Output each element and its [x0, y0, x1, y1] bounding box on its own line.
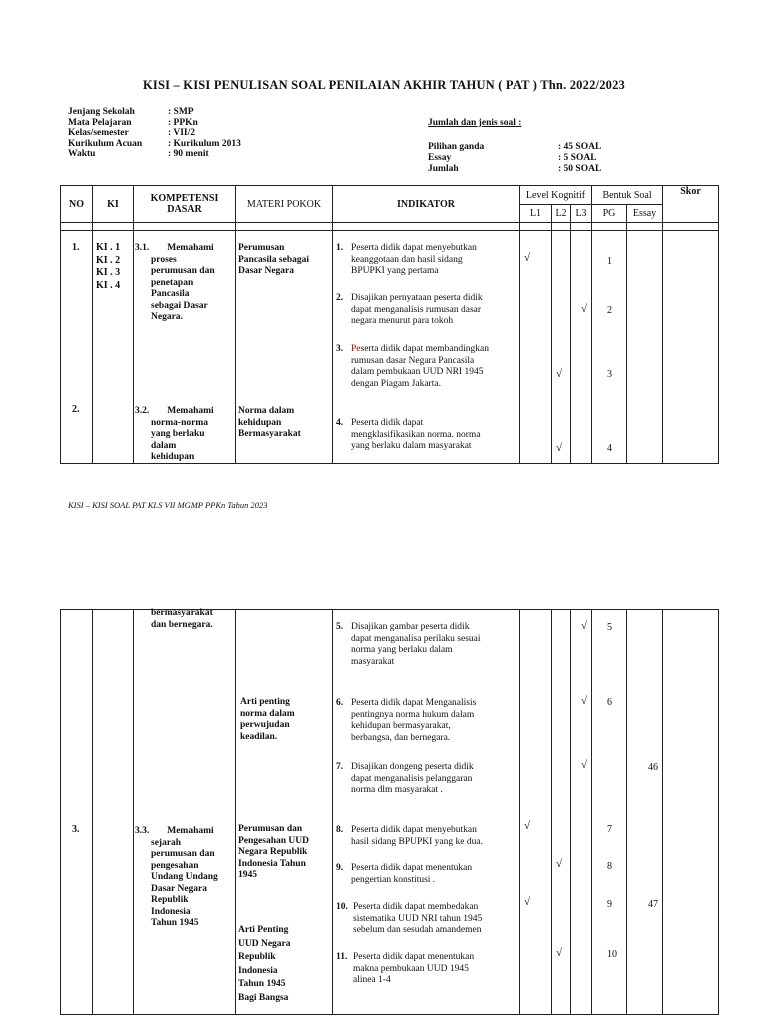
- info-label: Mata Pelajaran: [68, 117, 132, 128]
- jumlah-label: Jumlah: [428, 164, 459, 174]
- jumlah-value: : 45 SOAL: [558, 142, 602, 152]
- materi-pokok-5: [238, 924, 291, 1005]
- indikator-number: 3.: [336, 344, 344, 354]
- indikator-item: [336, 243, 521, 278]
- indikator-line: dapat menganalisis rumusan dasar: [351, 304, 482, 315]
- ki-list: [96, 242, 120, 292]
- check-mark-l1: √: [524, 252, 531, 264]
- indikator-line: masyarakat: [351, 656, 395, 667]
- materi-line: Arti penting: [240, 697, 290, 707]
- indikator-line: Peserta didik dapat menyebutkan: [351, 243, 477, 253]
- indikator-line: Disajikan dongeng peserta didik: [351, 762, 474, 772]
- kd-line: Memahami: [167, 826, 214, 836]
- materi-line: norma dalam: [240, 708, 295, 719]
- materi-line: Perumusan dan: [238, 824, 303, 834]
- indikator-number: 10.: [336, 902, 348, 912]
- jumlah-row: [428, 164, 601, 175]
- materi-line: Tahun 1945: [238, 979, 286, 989]
- kd-line: kehidupan: [151, 452, 195, 462]
- kd-3-2: [135, 406, 214, 464]
- info-row: [68, 118, 241, 129]
- check-mark-l2: √: [556, 947, 563, 959]
- indikator-item: [336, 762, 521, 797]
- kd-number: 3.1.: [135, 243, 150, 253]
- kd-line: perumusan dan: [151, 266, 215, 276]
- materi-line: UUD Negara: [238, 938, 291, 949]
- info-row: [68, 128, 241, 139]
- info-block: [68, 107, 241, 160]
- indikator-line: Disajikan gambar peserta didik: [351, 622, 470, 632]
- header-kd: KOMPETENSI DASAR: [134, 186, 236, 223]
- header-pg: PG: [592, 205, 627, 223]
- indikator-line: hasil sidang BPUPKI yang ke dua.: [351, 836, 483, 847]
- check-mark-l3: √: [581, 620, 588, 632]
- jumlah-title: Jumlah dan jenis soal :: [428, 118, 522, 128]
- materi-pokok-3: [240, 697, 295, 743]
- info-label: Kurikulum Acuan: [68, 138, 143, 149]
- row-no: 1.: [72, 242, 80, 253]
- materi-line: Bermasyarakat: [238, 429, 301, 439]
- indikator-line: Peserta didik dapat Menganalisis: [351, 698, 477, 708]
- pg-number: 7: [607, 824, 612, 835]
- essay-number: 46: [648, 762, 658, 773]
- header-ki: KI: [93, 186, 134, 223]
- materi-line: Pancasila sebagai: [238, 254, 309, 265]
- info-value: : VII/2: [168, 128, 196, 138]
- pg-number: 2: [607, 305, 612, 316]
- materi-pokok-4: [238, 824, 309, 882]
- indikator-line: Peserta didik dapat membedakan: [353, 902, 479, 912]
- materi-line: kehidupan: [238, 417, 282, 428]
- row-no: 3.: [72, 824, 80, 835]
- indikator-line: berbangsa, dan bernegara.: [351, 732, 451, 743]
- materi-line: Perumusan: [238, 243, 285, 253]
- indikator-line: dapat menganalisa perilaku sesuai: [351, 633, 481, 644]
- indikator-number: 5.: [336, 622, 344, 632]
- kd-line: penetapan: [151, 277, 194, 288]
- check-mark-l3: √: [581, 759, 588, 771]
- ki-item: KI . 4: [96, 279, 121, 291]
- indikator-line: rumusan dasar Negara Pancasila: [351, 355, 475, 366]
- info-value: : SMP: [168, 107, 194, 117]
- info-label: Kelas/semester: [68, 128, 129, 138]
- indikator-line: pentingnya norma hukum dalam: [351, 709, 475, 720]
- indikator-line: BPUPKI yang pertama: [351, 266, 439, 276]
- indikator-number: 6.: [336, 698, 344, 708]
- check-mark-l3: √: [581, 695, 588, 707]
- info-row: [68, 107, 241, 118]
- document-title: KISI – KISI PENULISAN SOAL PENILAIAN AKHIR TAHUN ( PAT ) Thn. 2022/2023: [142, 78, 625, 92]
- essay-number: 47: [648, 899, 658, 910]
- kd-line: norma-norma: [151, 417, 208, 428]
- kd-number: 3.3.: [135, 826, 150, 836]
- info-value: : 90 menit: [168, 149, 209, 159]
- check-mark-l3: √: [581, 303, 588, 315]
- header-indikator: INDIKATOR: [333, 186, 520, 223]
- indikator-line: pengertian konstitusi .: [351, 874, 436, 885]
- info-value: : PPKn: [168, 117, 198, 128]
- highlighted-text: Pe: [351, 344, 361, 354]
- indikator-line: dalam pembukaan UUD NRI 1945: [351, 367, 484, 377]
- pg-number: 3: [607, 369, 612, 380]
- header-skor: Skor: [663, 186, 719, 223]
- indikator-line: dengan Piagam Jakarta.: [351, 378, 441, 389]
- check-mark-l1: √: [524, 896, 531, 908]
- info-row: [68, 149, 241, 160]
- materi-line: Negara Republik: [238, 847, 308, 857]
- indikator-item: [336, 293, 521, 328]
- pg-number: 1: [607, 256, 612, 267]
- materi-pokok-1: [238, 243, 309, 278]
- jumlah-block: [428, 142, 601, 175]
- kd-line: Tahun 1945: [151, 918, 199, 928]
- header-materi: MATERI POKOK: [236, 186, 333, 223]
- pg-number: 10: [607, 949, 617, 960]
- kd-line: Undang Undang: [151, 872, 218, 882]
- indikator-number: 9.: [336, 863, 344, 873]
- indikator-line: norma yang berlaku dalam: [351, 645, 453, 655]
- indikator-line: Peserta didik dapat: [351, 418, 424, 428]
- materi-line: 1945: [238, 870, 257, 880]
- jumlah-row: [428, 153, 601, 164]
- indikator-line: keanggotaan dan hasil sidang: [351, 254, 463, 265]
- indikator-number: 7.: [336, 762, 344, 772]
- indikator-line: kehidupan bermasyarakat,: [351, 721, 451, 731]
- indikator-text: serta didik dapat membandingkan: [360, 344, 489, 354]
- indikator-number: 1.: [336, 243, 344, 253]
- indikator-number: 11.: [336, 952, 348, 962]
- header-l1: L1: [520, 205, 552, 223]
- jumlah-value: : 50 SOAL: [558, 164, 602, 174]
- indikator-line: [351, 344, 521, 356]
- info-row: [68, 139, 241, 150]
- kd-line: Pancasila: [151, 289, 190, 299]
- jumlah-label: Essay: [428, 153, 452, 163]
- header-bentuk: Bentuk Soal: [592, 186, 663, 205]
- materi-line: Arti Penting: [238, 925, 289, 935]
- kd-continuation: [151, 608, 213, 631]
- materi-line: perwujudan: [240, 720, 290, 730]
- ki-item: KI . 3: [96, 267, 121, 278]
- kd-line: sejarah: [151, 837, 182, 848]
- materi-line: keadilan.: [240, 731, 278, 742]
- page-footer: KISI – KISI SOAL PAT KLS VII MGMP PPKn Tahun 2023: [68, 500, 268, 510]
- indikator-item: [336, 863, 521, 886]
- indikator-line: Disajikan pernyataan peserta didik: [351, 293, 483, 303]
- kd-number: 3.2.: [135, 406, 150, 416]
- kd-line: bermasyarakat: [151, 608, 213, 618]
- pg-number: 9: [607, 899, 612, 910]
- kd-line: sebagai Dasar: [151, 300, 208, 311]
- info-label: Waktu: [68, 149, 96, 159]
- materi-line: Indonesia: [238, 965, 278, 976]
- pg-number: 5: [607, 622, 612, 633]
- info-value: : Kurikulum 2013: [168, 138, 241, 149]
- ki-item: KI . 2: [96, 254, 121, 266]
- materi-line: Norma dalam: [238, 406, 295, 416]
- kd-line: perumusan dan: [151, 849, 215, 859]
- pg-number: 6: [607, 697, 612, 708]
- kd-line: Memahami: [167, 406, 214, 416]
- kd-line: Memahami: [167, 243, 214, 253]
- pg-number: 8: [607, 861, 612, 872]
- indikator-item: [336, 698, 521, 744]
- kd-line: Negara.: [151, 312, 183, 322]
- kd-line: dan bernegara.: [151, 619, 213, 630]
- indikator-item: [336, 344, 521, 390]
- kd-3-1: [135, 243, 215, 324]
- indikator-item: [336, 902, 521, 937]
- header-l2: L2: [552, 205, 571, 223]
- pg-number: 4: [607, 443, 612, 454]
- jumlah-row: [428, 142, 601, 153]
- kd-line: Republik: [151, 895, 189, 905]
- kd-line: Dasar Negara: [151, 883, 208, 894]
- kd-line: pengesahan: [151, 860, 199, 871]
- indikator-line: negara menurut para tokoh: [351, 316, 454, 326]
- indikator-line: Peserta didik dapat menentukan: [353, 952, 475, 962]
- row-no: 2.: [72, 404, 80, 415]
- header-l3: L3: [571, 205, 592, 223]
- materi-line: Pengesahan UUD: [238, 835, 309, 846]
- indikator-line: norma dlm masyarakat .: [351, 785, 443, 795]
- indikator-line: Peserta didik dapat menentukan: [351, 863, 473, 873]
- header-essay: Essay: [627, 205, 663, 223]
- check-mark-l1: √: [524, 820, 531, 832]
- indikator-number: 8.: [336, 825, 344, 835]
- indikator-item: [336, 952, 521, 987]
- indikator-number: 4.: [336, 418, 344, 428]
- indikator-line: mengklasifikasikan norma. norma: [351, 429, 481, 440]
- indikator-item: [336, 418, 521, 453]
- info-label: Jenjang Sekolah: [68, 107, 135, 117]
- header-level: Level Kognitif: [520, 186, 592, 205]
- kd-line: proses: [151, 254, 177, 265]
- materi-line: Dasar Negara: [238, 266, 295, 276]
- indikator-item: [336, 622, 521, 668]
- kd-3-3: [135, 826, 218, 930]
- kd-line: Indonesia: [151, 906, 191, 917]
- ki-item: KI . 1: [96, 242, 121, 253]
- materi-line: Bagi Bangsa: [238, 992, 289, 1003]
- jumlah-label: Pilihan ganda: [428, 142, 485, 152]
- materi-line: Indonesia Tahun: [238, 858, 306, 869]
- indikator-line: makna pembukaan UUD 1945: [353, 963, 469, 974]
- check-mark-l2: √: [556, 442, 563, 454]
- indikator-line: sebelum dan sesudah amandemen: [353, 925, 482, 935]
- header-no: NO: [61, 186, 93, 223]
- kd-line: dalam: [151, 440, 177, 451]
- check-mark-l2: √: [556, 858, 563, 870]
- materi-pokok-2: [238, 406, 301, 441]
- indikator-line: sistematika UUD NRI tahun 1945: [353, 913, 483, 924]
- indikator-number: 2.: [336, 293, 344, 303]
- jumlah-value: : 5 SOAL: [558, 153, 597, 163]
- check-mark-l2: √: [556, 368, 563, 380]
- kd-line: yang berlaku: [151, 429, 205, 439]
- indikator-line: alinea 1-4: [353, 975, 391, 985]
- indikator-line: dapat menganalisis pelanggaran: [351, 773, 473, 784]
- indikator-line: Peserta didik dapat menyebutkan: [351, 825, 477, 835]
- indikator-line: yang berlaku dalam masyarakat: [351, 441, 472, 451]
- indikator-item: [336, 825, 521, 848]
- materi-line: Republik: [238, 952, 276, 962]
